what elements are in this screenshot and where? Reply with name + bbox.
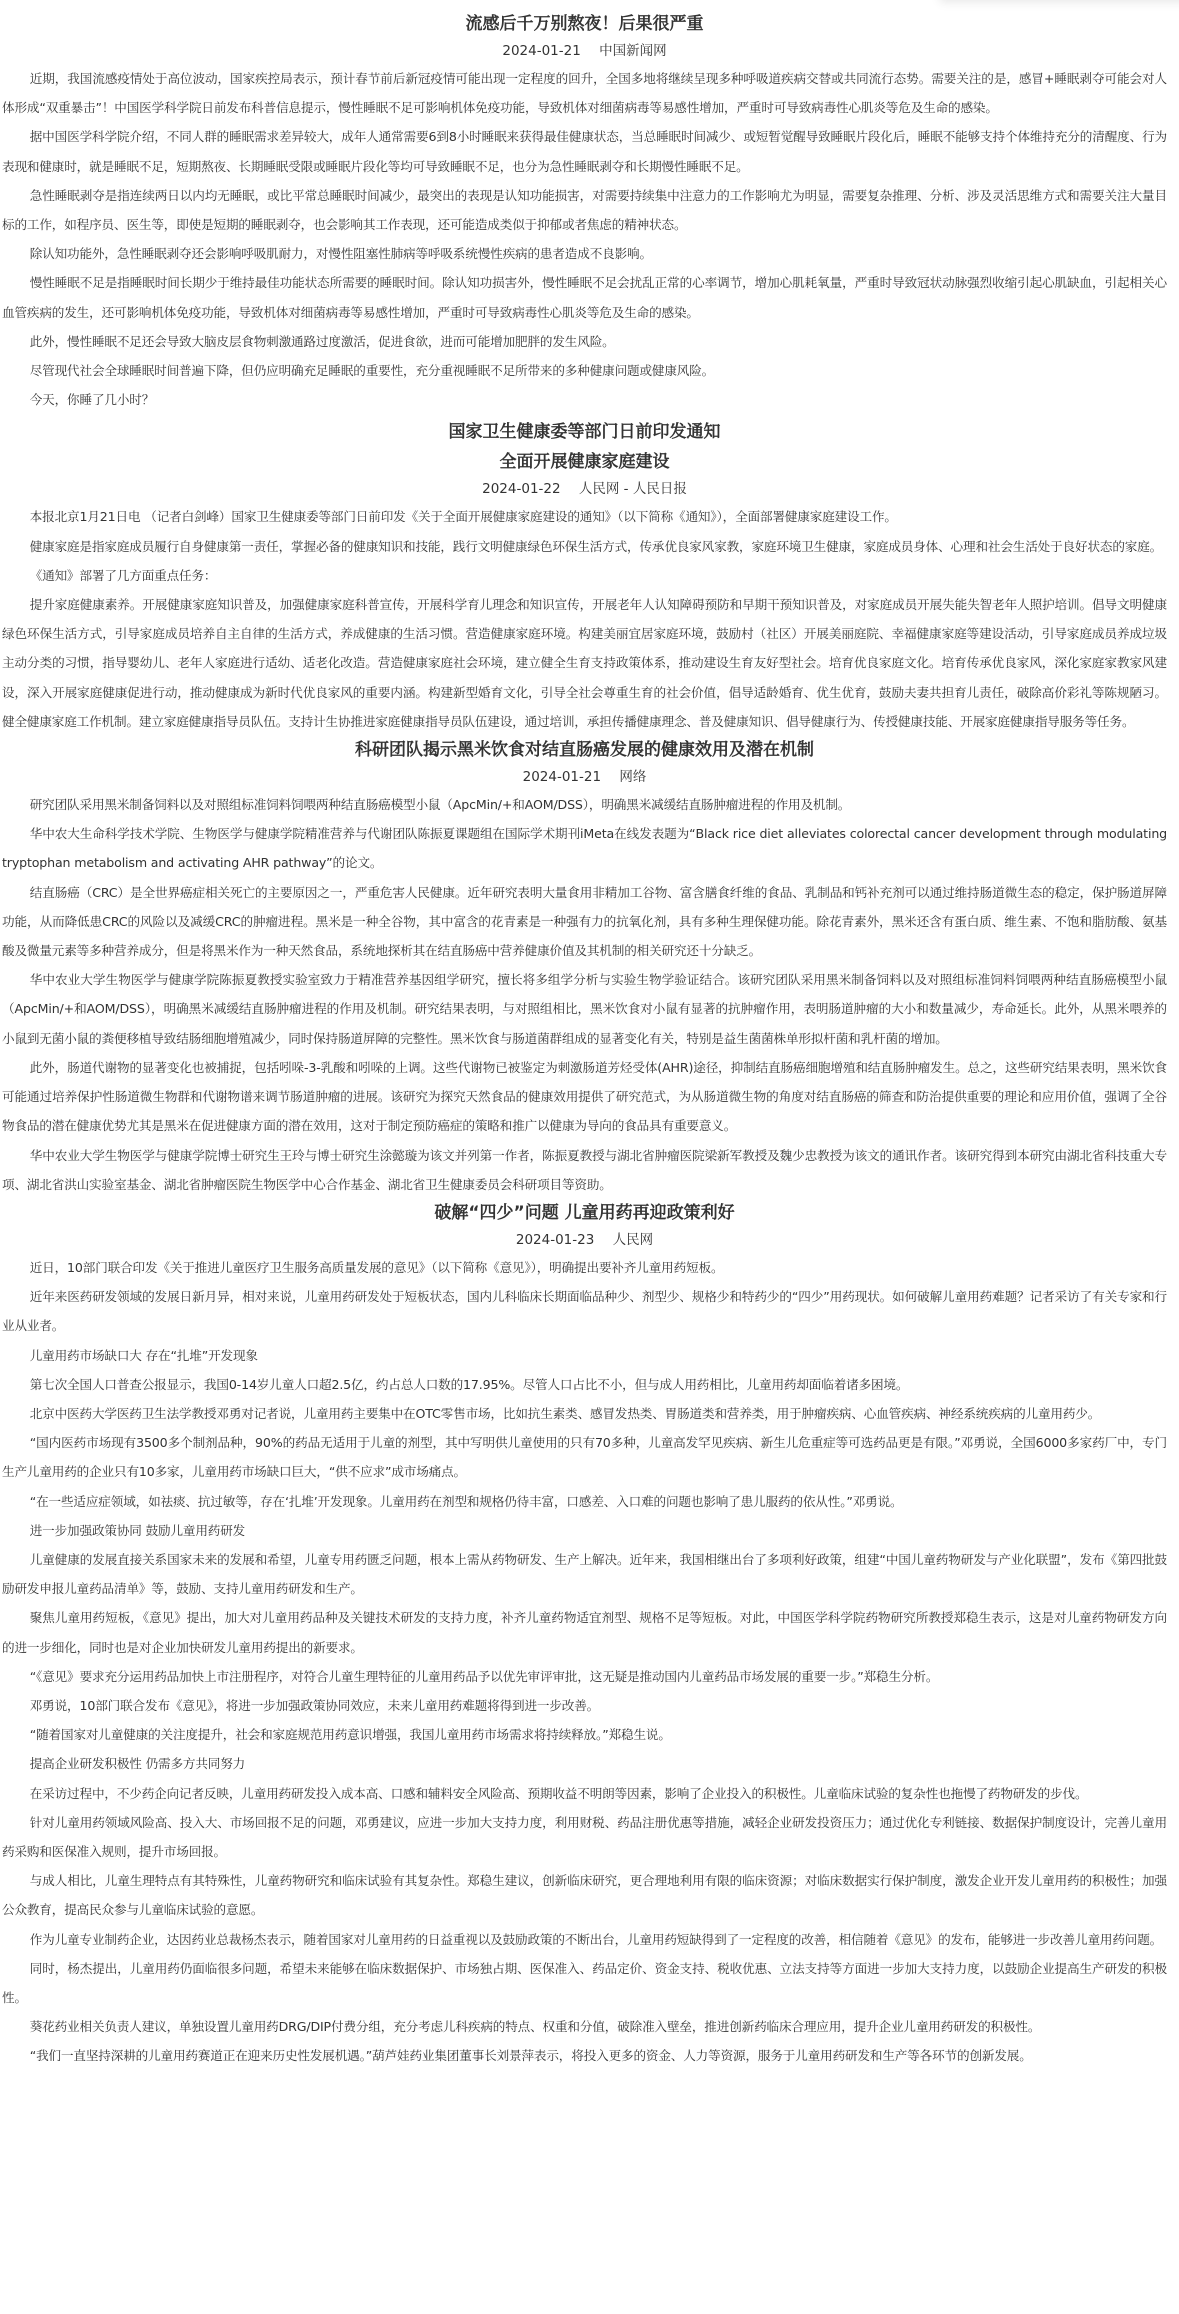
article-4 xyxy=(2,1199,1167,2071)
section-heading: 提高企业研发积极性 仍需多方共同努力 xyxy=(29,1756,246,1772)
paragraph: 与成人相比，儿童生理特点有其特殊性，儿童药物研究和临床试验有其复杂性。郑稳生建议，创新临床研究，更合理地利用有限的临床资源；对临床数据实行保护制度，激发企业开发儿童用药的积极性；加强公众教育，提高民众参与儿童临床试验的意愿。 xyxy=(2,1873,1167,1918)
paragraph: 此外，肠道代谢物的显著变化也被捕捉，包括吲哚-3-乳酸和吲哚的上调。这些代谢物已被鉴定为刺激肠道芳烃受体(AHR)途径，抑制结直肠癌细胞增殖和结直肠肿瘤发生。总之，这些研究结果表明，黑米饮食可能通过培养保护性肠道微生物群和代谢物谱来调节肠道肿瘤的进展。该研究为探究天然食品的健康效用提供了研究范式，为从肠道微生物的角度对结直肠癌的筛查和防治提供重要的理论和应用价值，强调了全谷物食品的潜在健康优势尤其是黑米在促进健康方面的潜在效用，这对于制定预防癌症的策略和推广以健康为导向的食品具有重要意义。 xyxy=(2,1059,1167,1134)
paragraph: 此外，慢性睡眠不足还会导致大脑皮层食物刺激通路过度激活，促进食欲，进而可能增加肥胖的发生风险。 xyxy=(29,333,615,349)
article-source: 人民网 xyxy=(612,1231,654,1248)
paragraph: “国内医药市场现有3500多个制剂品种，90%的药品无适用于儿童的剂型，其中写明供儿童使用的只有70多种，儿童高发罕见疾病、新生儿危重症等可选药品更是有限。”邓勇说，全国6000多家药厂中，专门生产儿童用药的企业只有10多家，儿童用药市场缺口巨大，“供不应求”成市场痛点。 xyxy=(2,1435,1167,1480)
article-3 xyxy=(2,736,1167,1199)
paragraph: 第七次全国人口普查公报显示，我国0-14岁儿童人口超2.5亿，约占总人口数的17.95%。尽管人口占比不小，但与成人用药相比，儿童用药却面临着诸多困境。 xyxy=(29,1376,909,1392)
paragraph: 今天，你睡了几小时？ xyxy=(29,392,155,408)
paragraph: 华中农大生命科学技术学院、生物医学与健康学院精准营养与代谢团队陈振夏课题组在国际学术期刊iMeta在线发表题为“Black rice diet alleviates colorectal cancer development through modulating tryptophan metabolism and activating AHR pathway”的论文。 xyxy=(2,826,1167,871)
paragraph: 健康家庭是指家庭成员履行自身健康第一责任，掌握必备的健康知识和技能，践行文明健康绿色环保生活方式，传承优良家风家教，家庭环境卫生健康，家庭成员身体、心理和社会生活处于良好状态的家庭。 xyxy=(29,538,1163,554)
paragraph: 本报北京1月21日电 （记者白剑峰）国家卫生健康委等部门日前印发《关于全面开展健康家庭建设的通知》（以下简称《通知》），全面部署健康家庭建设工作。 xyxy=(29,509,897,525)
article-date: 2024-01-21 xyxy=(502,43,581,59)
paragraph: 葵花药业相关负责人建议，单独设置儿童用药DRG/DIP付费分组，充分考虑儿科疾病的特点、权重和分值，破除准入壁垒，推进创新药临床合理应用，提升企业儿童用药研发的积极性。 xyxy=(29,2019,1041,2035)
article-meta xyxy=(2,767,1167,787)
paragraph: 提升家庭健康素养。开展健康家庭知识普及，加强健康家庭科普宣传，开展科学育儿理念和知识宣传，开展老年人认知障碍预防和早期干预知识普及，对家庭成员开展失能失智老年人照护培训。倡导文明健康绿色环保生活方式，引导家庭成员培养自主自律的生活方式，养成健康的生活习惯。营造健康家庭环境。构建美丽宜居家庭环境，鼓励村（社区）开展美丽庭院、幸福健康家庭等建设活动，引导家庭成员养成垃圾主动分类的习惯，指导婴幼儿、老年人家庭进行适幼、适老化改造。营造健康家庭社会环境，建立健全生育支持政策体系，推动建设生育友好型社会。培育优良家庭文化。培育传承优良家风，深化家庭家教家风建设，深入开展家庭健康促进行动，推动健康成为新时代优良家风的重要内涵。构建新型婚育文化，引导全社会尊重生育的社会价值，倡导适龄婚育、优生优育，鼓励夫妻共担育儿责任，破除高价彩礼等陈规陋习。健全健康家庭工作机制。建立家庭健康指导员队伍。支持计生协推进家庭健康指导员队伍建设，通过培训，承担传播健康理念、普及健康知识、倡导健康行为、传授健康技能、开展家庭健康指导服务等任务。 xyxy=(2,597,1167,729)
article-2 xyxy=(2,414,1167,736)
article-title: 流感后千万别熬夜！后果很严重 xyxy=(465,14,704,34)
paragraph: 北京中医药大学医药卫生法学教授邓勇对记者说，儿童用药主要集中在OTC零售市场，比如抗生素类、感冒发热类、胃肠道类和营养类，用于肿瘤疾病、心血管疾病、神经系统疾病的儿童用药少。 xyxy=(29,1405,1101,1421)
paragraph: 结直肠癌（CRC）是全世界癌症相关死亡的主要原因之一，严重危害人民健康。近年研究表明大量食用非精加工谷物、富含膳食纤维的食品、乳制品和钙补充剂可以通过维持肠道微生态的稳定，保护肠道屏障功能，从而降低患CRC的风险以及减缓CRC的肿瘤进程。黑米是一种全谷物，其中富含的花青素是一种强有力的抗氧化剂，具有多种生理保健功能。除花青素外，黑米还含有蛋白质、维生素、不饱和脂肪酸、氨基酸及微量元素等多种营养成分，但是将黑米作为一种天然食品，系统地探析其在结直肠癌中营养健康价值及其机制的相关研究还十分缺乏。 xyxy=(2,884,1167,959)
paragraph: 作为儿童专业制药企业，达因药业总裁杨杰表示，随着国家对儿童用药的日益重视以及鼓励政策的不断出台，儿童用药短缺得到了一定程度的改善，相信随着《意见》的发布，能够进一步改善儿童用药问题。 xyxy=(29,1931,1163,1947)
paragraph: 近日，10部门联合印发《关于推进儿童医疗卫生服务高质量发展的意见》（以下简称《意见》），明确提出要补齐儿童用药短板。 xyxy=(29,1259,724,1275)
paragraph: 尽管现代社会全球睡眠时间普遍下降，但仍应明确充足睡眠的重要性，充分重视睡眠不足所带来的多种健康问题或健康风险。 xyxy=(29,363,715,379)
paragraph: 针对儿童用药领域风险高、投入大、市场回报不足的问题，邓勇建议，应进一步加大支持力度，利用财税、药品注册优惠等措施，减轻企业研发投资压力；通过优化专利链接、数据保护制度设计，完善儿童用药采购和医保准入规则，提升市场回报。 xyxy=(2,1814,1167,1859)
paragraph: 在采访过程中，不少药企向记者反映，儿童用药研发投入成本高、口感和辅料安全风险高、预期收益不明朗等因素，影响了企业投入的积极性。儿童临床试验的复杂性也拖慢了药物研发的步伐。 xyxy=(29,1785,1088,1801)
paragraph: 近期，我国流感疫情处于高位波动，国家疾控局表示，预计春节前后新冠疫情可能出现一定程度的回升，全国多地将继续呈现多种呼吸道疾病交替或共同流行态势。需要关注的是，感冒+睡眠剥夺可能会对人体形成“双重暴击”！中国医学科学院日前发布科普信息提示，慢性睡眠不足可影响机体免疫功能，导致机体对细菌病毒等易感性增加，严重时可导致病毒性心肌炎等危及生命的感染。 xyxy=(2,71,1167,116)
paragraph: 研究团队采用黑米制备饲料以及对照组标准饲料饲喂两种结直肠癌模型小鼠（ApcMin/+和AOM/DSS），明确黑米减缓结直肠肿瘤进程的作用及机制。 xyxy=(29,797,851,813)
article-title: 国家卫生健康委等部门日前印发通知 xyxy=(448,422,721,443)
article-source: 中国新闻网 xyxy=(599,43,667,59)
paragraph: 据中国医学科学院介绍，不同人群的睡眠需求差异较大，成年人通常需要6到8小时睡眠来获得最佳健康状态，当总睡眠时间减少、或短暂觉醒导致睡眠片段化后，睡眠不能够支持个体维持充分的清醒度、行为表现和健康时，就是睡眠不足，短期熬夜、长期睡眠受限或睡眠片段化等均可导致睡眠不足，也分为急性睡眠剥夺和长期慢性睡眠不足。 xyxy=(2,129,1167,174)
paragraph: 儿童健康的发展直接关系国家未来的发展和希望，儿童专用药匮乏问题，根本上需从药物研发、生产上解决。近年来，我国相继出台了多项利好政策，组建“中国儿童药物研发与产业化联盟”，发布《第四批鼓励研发申报儿童药品清单》等，鼓励、支持儿童用药研发和生产。 xyxy=(2,1551,1167,1597)
paragraph: 华中农业大学生物医学与健康学院博士研究生王玲与博士研究生涂懿璇为该文并列第一作者，陈振夏教授与湖北省肿瘤医院梁新军教授及魏少忠教授为该文的通讯作者。该研究得到本研究由湖北省科技重大专项、湖北省洪山实验室基金、湖北省肿瘤医院生物医学中心合作基金、湖北省卫生健康委员会科研项目等资助。 xyxy=(2,1147,1167,1192)
article-title: 破解“四少”问题 儿童用药再迎政策利好 xyxy=(434,1202,735,1223)
article-title: 科研团队揭示黑米饮食对结直肠癌发展的健康效用及潜在机制 xyxy=(355,740,814,761)
article-meta xyxy=(2,41,1167,61)
paragraph: 邓勇说，10部门联合发布《意见》，将进一步加强政策协同效应，未来儿童用药难题将得到进一步改善。 xyxy=(29,1697,600,1713)
article-date: 2024-01-23 xyxy=(515,1231,595,1248)
paragraph: 近年来医药研发领域的发展日新月异，相对来说，儿童用药研发处于短板状态，国内儿科临床长期面临品种少、剂型少、规格少和特药少的“四少”用药现状。如何破解儿童用药难题？记者采访了有关专家和行业从业者。 xyxy=(2,1289,1167,1334)
paragraph: 同时，杨杰提出，儿童用药仍面临很多问题，希望未来能够在临床数据保护、市场独占期、医保准入、药品定价、资金支持、税收优惠、立法支持等方面进一步加大支持力度，以鼓励企业提高生产研发的积极性。 xyxy=(2,1960,1167,2005)
paragraph: 《通知》部署了几方面重点任务： xyxy=(29,567,217,583)
paragraph: 除认知功能外，急性睡眠剥夺还会影响呼吸肌耐力，对慢性阻塞性肺病等呼吸系统慢性疾病的患者造成不良影响。 xyxy=(29,246,652,262)
section-heading: 进一步加强政策协同 鼓励儿童用药研发 xyxy=(29,1522,246,1538)
article-1 xyxy=(2,0,1167,414)
article-subtitle: 全面开展健康家庭建设 xyxy=(499,452,670,473)
article-meta xyxy=(2,479,1167,499)
article-date: 2024-01-21 xyxy=(522,769,602,786)
paragraph: “我们一直坚持深耕的儿童用药赛道正在迎来历史性发展机遇。”葫芦娃药业集团董事长刘景萍表示，将投入更多的资金、人力等资源，服务于儿童用药研发和生产等各环节的创新发展。 xyxy=(29,2048,1032,2064)
paragraph: “在一些适应症领域，如祛痰、抗过敏等，存在‘扎堆’开发现象。儿童用药在剂型和规格仍待丰富，口感差、入口难的问题也影响了患儿服药的依从性。”邓勇说。 xyxy=(29,1493,903,1509)
paragraph: 聚焦儿童用药短板，《意见》提出，加大对儿童用药品种及关键技术研发的支持力度，补齐儿童药物适宜剂型、规格不足等短板。对此，中国医学科学院药物研究所教授郑稳生表示，这是对儿童药物研发方向的进一步细化，同时也是对企业加快研发儿童用药提出的新要求。 xyxy=(2,1610,1167,1655)
article-source: 人民网 - 人民日报 xyxy=(578,481,687,498)
section-heading: 儿童用药市场缺口大 存在“扎堆”开发现象 xyxy=(29,1347,258,1363)
article-source: 网络 xyxy=(619,769,647,786)
paragraph: “《意见》要求充分运用药品加快上市注册程序，对符合儿童生理特征的儿童用药品予以优先审评审批，这无疑是推动国内儿童药品市场发展的重要一步。”郑稳生分析。 xyxy=(29,1668,939,1684)
paragraph: “随着国家对儿童健康的关注度提升，社会和家庭规范用药意识增强，我国儿童用药市场需求将持续释放。”郑稳生说。 xyxy=(29,1727,671,1743)
paragraph: 慢性睡眠不足是指睡眠时间长期少于维持最佳功能状态所需要的睡眠时间。除认知功损害外，慢性睡眠不足会扰乱正常的心率调节，增加心肌耗氧量，严重时导致冠状动脉强烈收缩引起心肌缺血，引起相关心血管疾病的发生，还可影响机体免疫功能，导致机体对细菌病毒等易感性增加，严重时可导致病毒性心肌炎等危及生命的感染。 xyxy=(2,275,1167,320)
article-meta xyxy=(2,1230,1167,1250)
paragraph: 华中农业大学生物医学与健康学院陈振夏教授实验室致力于精准营养基因组学研究，擅长将多组学分析与实验生物学验证结合。该研究团队采用黑米制备饲料以及对照组标准饲料饲喂两种结直肠癌模型小鼠（ApcMin/+和AOM/DSS），明确黑米减缓结直肠肿瘤进程的作用及机制。研究结果表明，与对照组相比，黑米饮食对小鼠有显著的抗肿瘤作用，表明肠道肿瘤的大小和数量减少，寿命延长。此外，从黑米喂养的小鼠到无菌小鼠的粪便移植导致结肠细胞增殖减少，同时保持肠道屏障的完整性。黑米饮食与肠道菌群组成的显著变化有关，特别是益生菌菌株单形拟杆菌和乳杆菌的增加。 xyxy=(2,972,1167,1046)
paragraph: 急性睡眠剥夺是指连续两日以内均无睡眠，或比平常总睡眠时间减少，最突出的表现是认知功能损害，对需要持续集中注意力的工作影响尤为明显，需要复杂推理、分析、涉及灵活思维方式和需要关注大量目标的工作，如程序员、医生等，即使是短期的睡眠剥夺，也会影响其工作表现，还可能造成类似于抑郁或者焦虑的精神状态。 xyxy=(2,187,1167,233)
article-date: 2024-01-22 xyxy=(482,481,561,498)
